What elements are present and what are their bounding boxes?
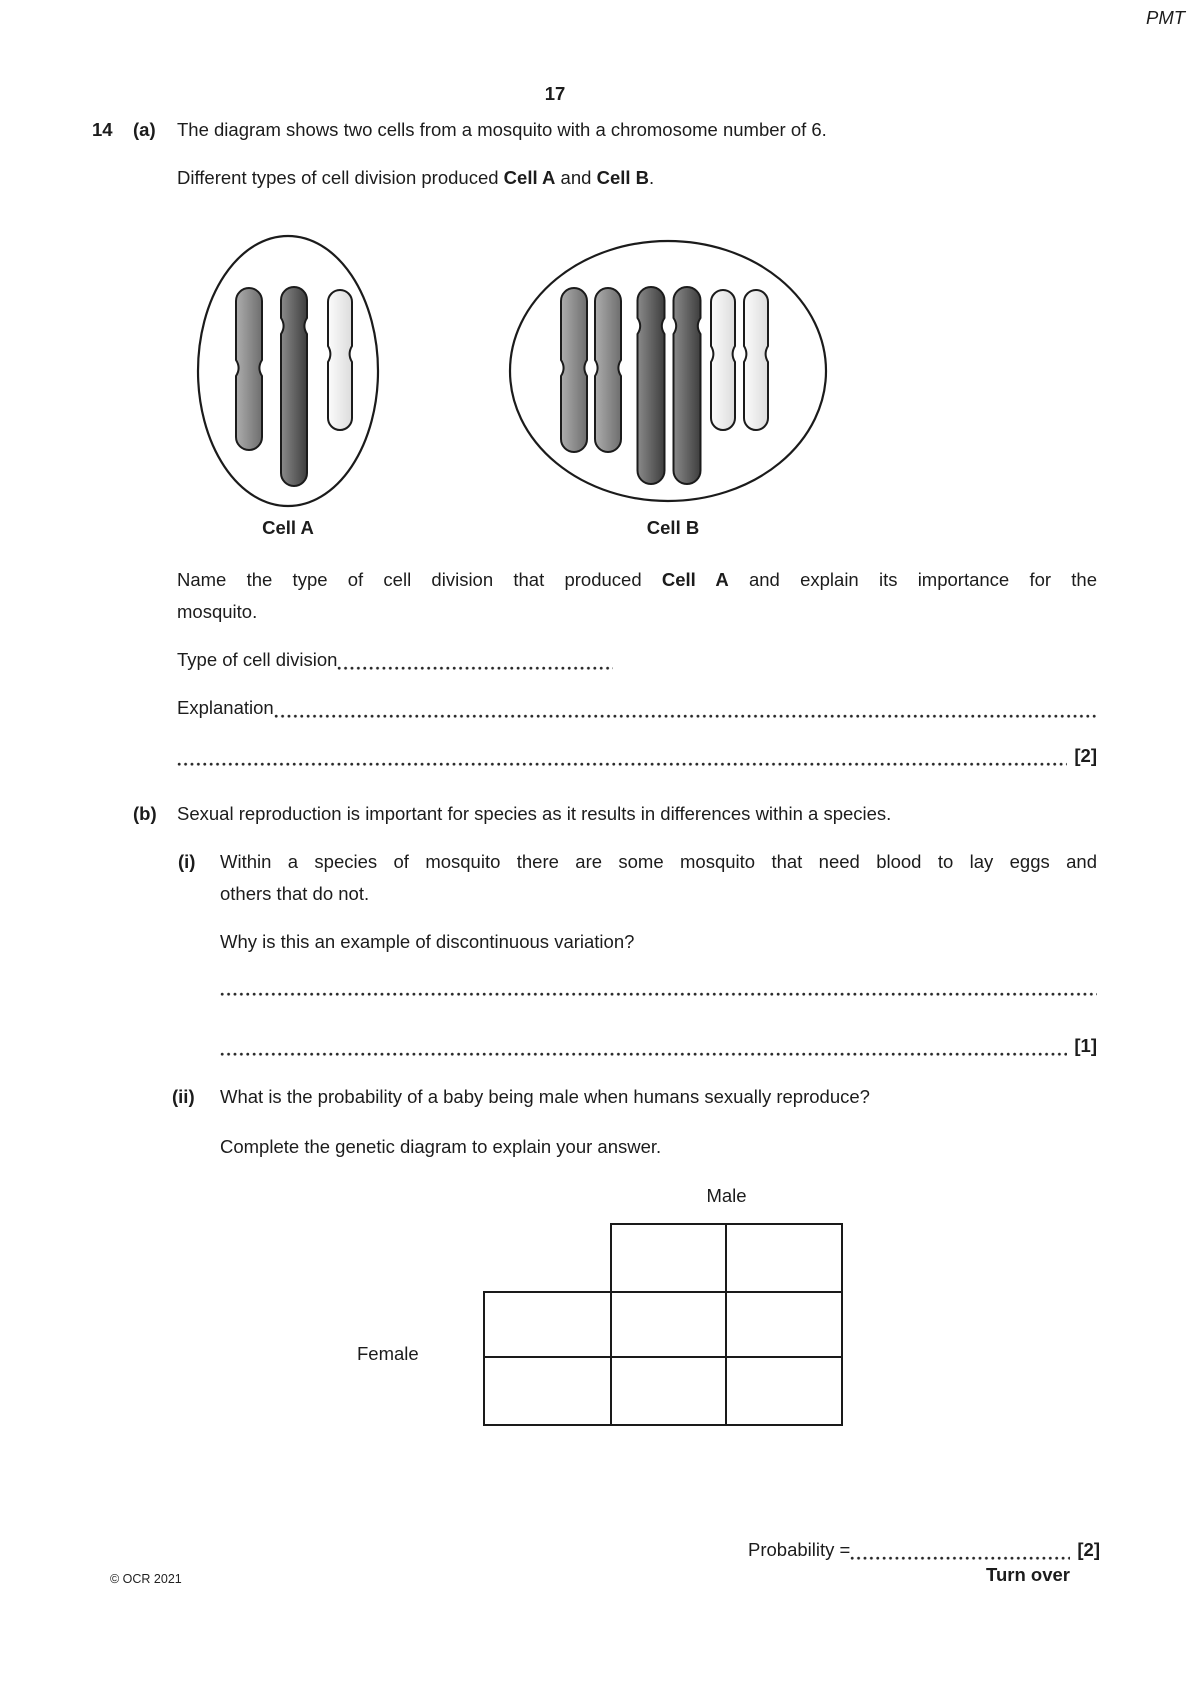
punnett-grid (484, 1224, 842, 1425)
punnett-cell (611, 1357, 726, 1425)
explanation-label: Explanation (177, 697, 274, 718)
part-a-intro-line1: The diagram shows two cells from a mosquito with a chromosome number of 6. (177, 119, 827, 140)
part-bii-label: (ii) (172, 1086, 195, 1107)
part-b-label: (b) (133, 803, 157, 824)
male-label: Male (706, 1185, 747, 1206)
type-of-division-answer-line (177, 648, 1097, 671)
punnett-cell (726, 1224, 842, 1292)
part-b-intro: Sexual reproduction is important for species as it results in differences within a species. (177, 803, 892, 824)
cell-membrane (510, 241, 826, 501)
punnett-cell (611, 1292, 726, 1357)
bi-line2: others that do not. (220, 883, 370, 904)
punnett-cell (484, 1357, 611, 1425)
part-a-label: (a) (133, 119, 156, 140)
answer-dots (177, 752, 1067, 767)
cell-membrane (198, 236, 378, 506)
marks-2: [2] (1074, 745, 1097, 766)
punnett-cell (726, 1357, 842, 1425)
prompt-text2: and explain its importance for the (728, 569, 1098, 590)
chromosome-light (744, 290, 768, 430)
cell-a-bold: Cell A (503, 167, 556, 188)
marks-1: [1] (1074, 1035, 1097, 1056)
answer-dots (220, 982, 1097, 997)
copyright-notice: © OCR 2021 (110, 1572, 182, 1586)
answer-dots (850, 1546, 1070, 1561)
chromosome-medium (595, 288, 621, 452)
prompt-cell-a-bold: Cell A (661, 569, 729, 590)
answer-line (220, 982, 1097, 997)
prompt-line1 (177, 568, 1097, 591)
page-number: 17 (544, 83, 566, 104)
chromosome-dark (281, 287, 307, 486)
bi-question: Why is this an example of discontinuous variation? (220, 931, 635, 952)
question-number: 14 (92, 119, 113, 140)
intro2-text1: Different types of cell division produced (177, 167, 504, 188)
probability-label: Probability = (748, 1539, 851, 1560)
answer-line-with-marks (177, 744, 1097, 767)
cell-b-caption: Cell B (646, 517, 700, 538)
chromosome-light (711, 290, 735, 430)
bi-line1: Within a species of mosquito there are some mosquito that need blood to lay eggs and (220, 851, 1097, 872)
answer-line-with-marks (220, 1034, 1097, 1057)
prompt-line2: mosquito. (177, 601, 258, 622)
type-of-division-label: Type of cell division (177, 649, 338, 670)
chromosome-dark (638, 287, 665, 484)
chromosome-dark (674, 287, 701, 484)
probability-answer-line (748, 1538, 1100, 1561)
answer-dots (337, 656, 613, 671)
marks-2b: [2] (1077, 1539, 1100, 1560)
punnett-cell (484, 1292, 611, 1357)
female-label: Female (357, 1343, 419, 1364)
watermark-pmt: PMT (1146, 7, 1186, 28)
cell-b-bold: Cell B (596, 167, 650, 188)
answer-dots (274, 704, 1097, 719)
explanation-answer-line (177, 696, 1097, 719)
part-a-intro-line2 (177, 166, 654, 189)
chromosome-light (328, 290, 352, 430)
intro2-text2: and (555, 167, 597, 188)
bii-question1: What is the probability of a baby being male when humans sexually reproduce? (220, 1086, 870, 1107)
answer-dots (220, 1042, 1067, 1057)
chromosome-medium (236, 288, 262, 450)
intro2-text3: . (649, 167, 655, 188)
punnett-cell (611, 1224, 726, 1292)
prompt-text1: Name the type of cell division that produced (177, 569, 662, 590)
punnett-cell (726, 1292, 842, 1357)
bii-question2: Complete the genetic diagram to explain your answer. (220, 1136, 662, 1157)
turn-over-label: Turn over (986, 1564, 1070, 1585)
part-bi-label: (i) (178, 851, 196, 872)
cell-a-caption: Cell A (262, 517, 314, 538)
chromosome-medium (561, 288, 587, 452)
